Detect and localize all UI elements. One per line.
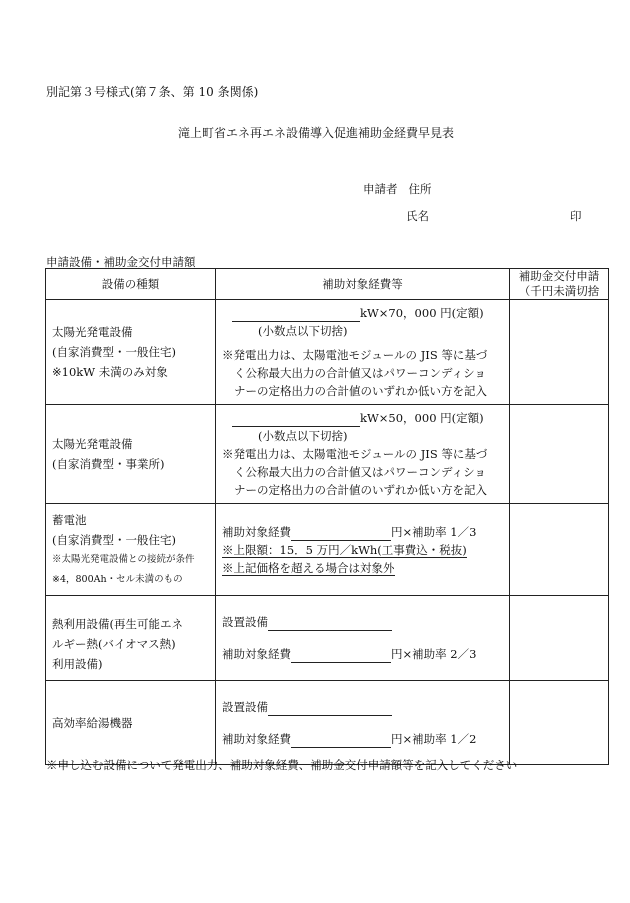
cap-note: ※上限額：15．5 万円／kWh(工事費込・税抜): [222, 542, 467, 557]
header-equipment-type: 設備の種類: [46, 269, 216, 300]
address-label: 住所: [408, 182, 432, 196]
output-note-line2: く公称最大出力の合計値又はパワーコンディショ: [234, 465, 486, 479]
table-row: [46, 504, 609, 596]
cost-input-line[interactable]: [291, 733, 391, 748]
cost-input-line[interactable]: [291, 526, 391, 541]
equipment-name-cell: [46, 300, 216, 405]
rate-text: 円×補助率 2／3: [391, 647, 477, 661]
installed-label: 設置設備: [222, 699, 268, 714]
header-amount-line2: （千円未満切捨: [518, 284, 600, 298]
table-row: [46, 681, 609, 765]
rate-text: kW×50，000 円(定額): [360, 411, 484, 425]
footnote: ※申し込む設備について発電出力、補助対象経費、補助金交付申請額等を記入してください: [46, 758, 518, 772]
form-number: 別記第３号様式(第７条、第 10 条関係): [46, 85, 259, 99]
installed-input-line[interactable]: [268, 701, 392, 716]
eligible-cost-cell: [216, 300, 510, 405]
document-title: 滝上町省エネ再エネ設備導入促進補助金経費早見表: [178, 126, 455, 140]
table-row: [46, 300, 609, 405]
equipment-name: 蓄電池: [52, 512, 87, 527]
eligible-cost-cell: [216, 504, 510, 596]
amount-cell[interactable]: [510, 504, 609, 596]
cost-label: 補助対象経費: [222, 647, 291, 661]
applicant-label: 申請者: [363, 182, 398, 196]
cost-label: 補助対象経費: [222, 731, 291, 746]
equipment-note: ※4，800Ah・セル未満のもの: [52, 573, 183, 585]
eligible-cost-cell: [216, 405, 510, 504]
kw-input-line[interactable]: [232, 412, 360, 427]
equipment-name: 熱利用設備(再生可能エネ: [52, 617, 183, 631]
equipment-subtype: (自家消費型・一般住宅): [52, 345, 176, 359]
installed-label: 設置設備: [222, 615, 268, 629]
subsidy-table: [45, 268, 609, 765]
eligible-cost-cell: [216, 596, 510, 681]
output-note-line3: ナーの定格出力の合計値のいずれか低い方を記入: [234, 483, 487, 497]
rounding-note: (小数点以下切捨): [258, 324, 348, 338]
equipment-name: 太陽光発電設備: [52, 437, 133, 451]
rate-text: 円×補助率 1／3: [391, 524, 477, 539]
output-note-line3: ナーの定格出力の合計値のいずれか低い方を記入: [234, 384, 487, 398]
equipment-name: 利用設備): [52, 657, 103, 671]
amount-cell[interactable]: [510, 405, 609, 504]
eligible-cost-cell: [216, 681, 510, 765]
output-note-line1: ※発電出力は、太陽電池モジュールの JIS 等に基づ: [222, 447, 488, 461]
header-eligible-cost: 補助対象経費等: [216, 269, 510, 300]
equipment-name-cell: [46, 596, 216, 681]
table-header-row: [46, 269, 609, 300]
applicant-name-label: 氏名: [406, 209, 429, 223]
rate-text: 円×補助率 1／2: [391, 731, 477, 746]
header-amount-line1: 補助金交付申請: [518, 269, 600, 283]
equipment-name-cell: [46, 681, 216, 765]
excess-note: ※上記価格を超える場合は対象外: [222, 560, 395, 575]
equipment-name: 高効率給湯機器: [52, 715, 133, 730]
applicant-address-row: [363, 181, 431, 197]
section-title: 申請設備・補助金交付申請額: [46, 255, 196, 269]
rounding-note: (小数点以下切捨): [258, 429, 348, 443]
amount-cell[interactable]: [510, 300, 609, 405]
kw-input-line[interactable]: [232, 307, 360, 322]
equipment-name-cell: [46, 405, 216, 504]
equipment-subtype: (自家消費型・事業所): [52, 457, 165, 471]
equipment-note: ※10kW 未満のみ対象: [52, 365, 168, 379]
installed-input-line[interactable]: [268, 616, 392, 631]
equipment-name-cell: [46, 504, 216, 596]
equipment-subtype: (自家消費型・一般住宅): [52, 532, 176, 547]
amount-cell[interactable]: [510, 681, 609, 765]
amount-cell[interactable]: [510, 596, 609, 681]
seal-mark: 印: [570, 209, 582, 223]
equipment-name: 太陽光発電設備: [52, 325, 133, 339]
equipment-name: ルギー熱(バイオマス熱): [52, 637, 176, 651]
cost-label: 補助対象経費: [222, 524, 291, 539]
output-note-line1: ※発電出力は、太陽電池モジュールの JIS 等に基づ: [222, 348, 488, 362]
equipment-note: ※太陽光発電設備との接続が条件: [52, 553, 195, 565]
rate-text: kW×70，000 円(定額): [360, 306, 484, 320]
table-row: [46, 596, 609, 681]
output-note-line2: く公称最大出力の合計値又はパワーコンディショ: [234, 366, 486, 380]
table-row: [46, 405, 609, 504]
header-application-amount: [510, 269, 609, 300]
cost-input-line[interactable]: [291, 648, 391, 663]
